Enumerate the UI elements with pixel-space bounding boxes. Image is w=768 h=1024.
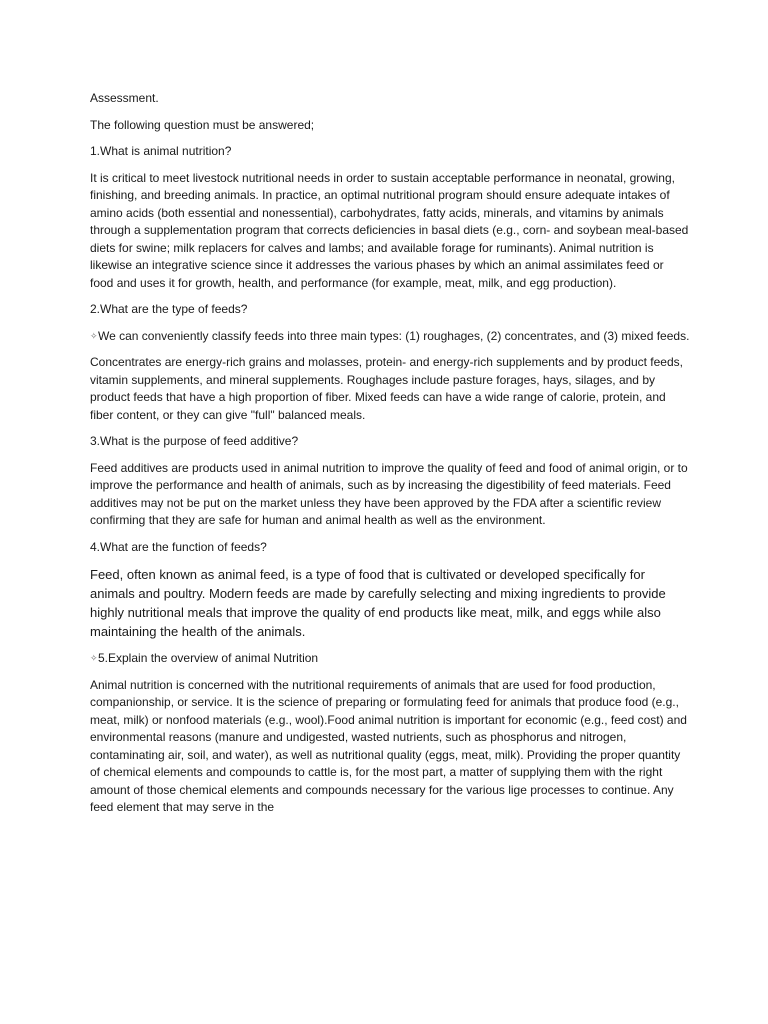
question-3-answer: Feed additives are products used in animal nutrition to improve the quality of feed and food of animal origin, or to improve the performance and health of animals, such as by increasing the digestibility of feed materials. Feed additives may not be put on the market unless they have been approved by the FDA after a scientific review confirming that they are safe for human and animal health as well as the environment. <box>90 460 688 527</box>
document-title: Assessment. <box>90 91 159 105</box>
question-5-heading <box>90 650 690 668</box>
question-4-answer: Feed, often known as animal feed, is a type of food that is cultivated or developed specifically for animals and poultry. Modern feeds are made by carefully selecting and mixing ingredients to provide highly nutritional meals that improve the quality of end products like meat, milk, and eggs while also maintaining the health of the animals. <box>90 567 666 639</box>
question-3-heading: 3.What is the purpose of feed additive? <box>90 434 299 448</box>
question-2-answer-bullet <box>90 328 690 346</box>
question-2-answer-detail: Concentrates are energy-rich grains and molasses, protein- and energy-rich supplements and by product feeds, vitamin supplements, and mineral supplements. Roughages include pasture forages, hays, silages, and by product feeds that have a high proportion of fiber. Mixed feeds can have a wide range of calorie, protein, and fiber content, or they can give "full" balanced meals. <box>90 355 683 422</box>
question-2-heading: 2.What are the type of feeds? <box>90 302 248 316</box>
question-1-answer: It is critical to meet livestock nutritional needs in order to sustain acceptable performance in neonatal, growing, finishing, and breeding animals. In practice, an optimal nutritional program should ensure adequate intakes of amino acids (both essential and nonessential), carbohydrates, fatty acids, minerals, and vitamins by animals through a supplementation program that corrects deficiencies in basal diets (e.g., corn- and soybean meal-based diets for swine; milk replacers for calves and lambs; and available forage for ruminants). Animal nutrition is likewise an integrative science since it addresses the various phases by which an animal assimilates feed or food and uses it for growth, health, and performance (for example, meat, milk, and egg production). <box>90 170 689 290</box>
bullet-icon: ✧ <box>90 653 98 663</box>
question-2-answer-bullet-text: We can conveniently classify feeds into three main types: (1) roughages, (2) concentrates, and (3) mixed feeds. <box>98 328 690 343</box>
question-1-heading: 1.What is animal nutrition? <box>90 144 232 158</box>
bullet-icon: ✧ <box>90 330 98 341</box>
question-4-heading: 4.What are the function of feeds? <box>90 539 267 554</box>
document-page <box>90 90 690 826</box>
question-5-heading-text: 5.Explain the overview of animal Nutrition <box>98 651 319 665</box>
question-5-answer: Animal nutrition is concerned with the nutritional requirements of animals that are used for food production, companionship, or service. It is the science of preparing or formulating feed for animals that produce food (e.g., meat, milk) or nonfood materials (e.g., wool).Food animal nutrition is important for economic (e.g., feed cost) and environmental reasons (manure and undigested, wasted nutrients, such as phosphorus and nitrogen, contaminating air, soil, and water), as well as nutritional quality (eggs, meat, milk). Providing the proper quantity of chemical elements and compounds to cattle is, for the most part, a matter of supplying them with the right amount of those chemical elements and compounds necessary for the various lige processes to continue. Any feed element that may serve in the <box>90 677 687 814</box>
document-instruction: The following question must be answered; <box>90 117 315 132</box>
